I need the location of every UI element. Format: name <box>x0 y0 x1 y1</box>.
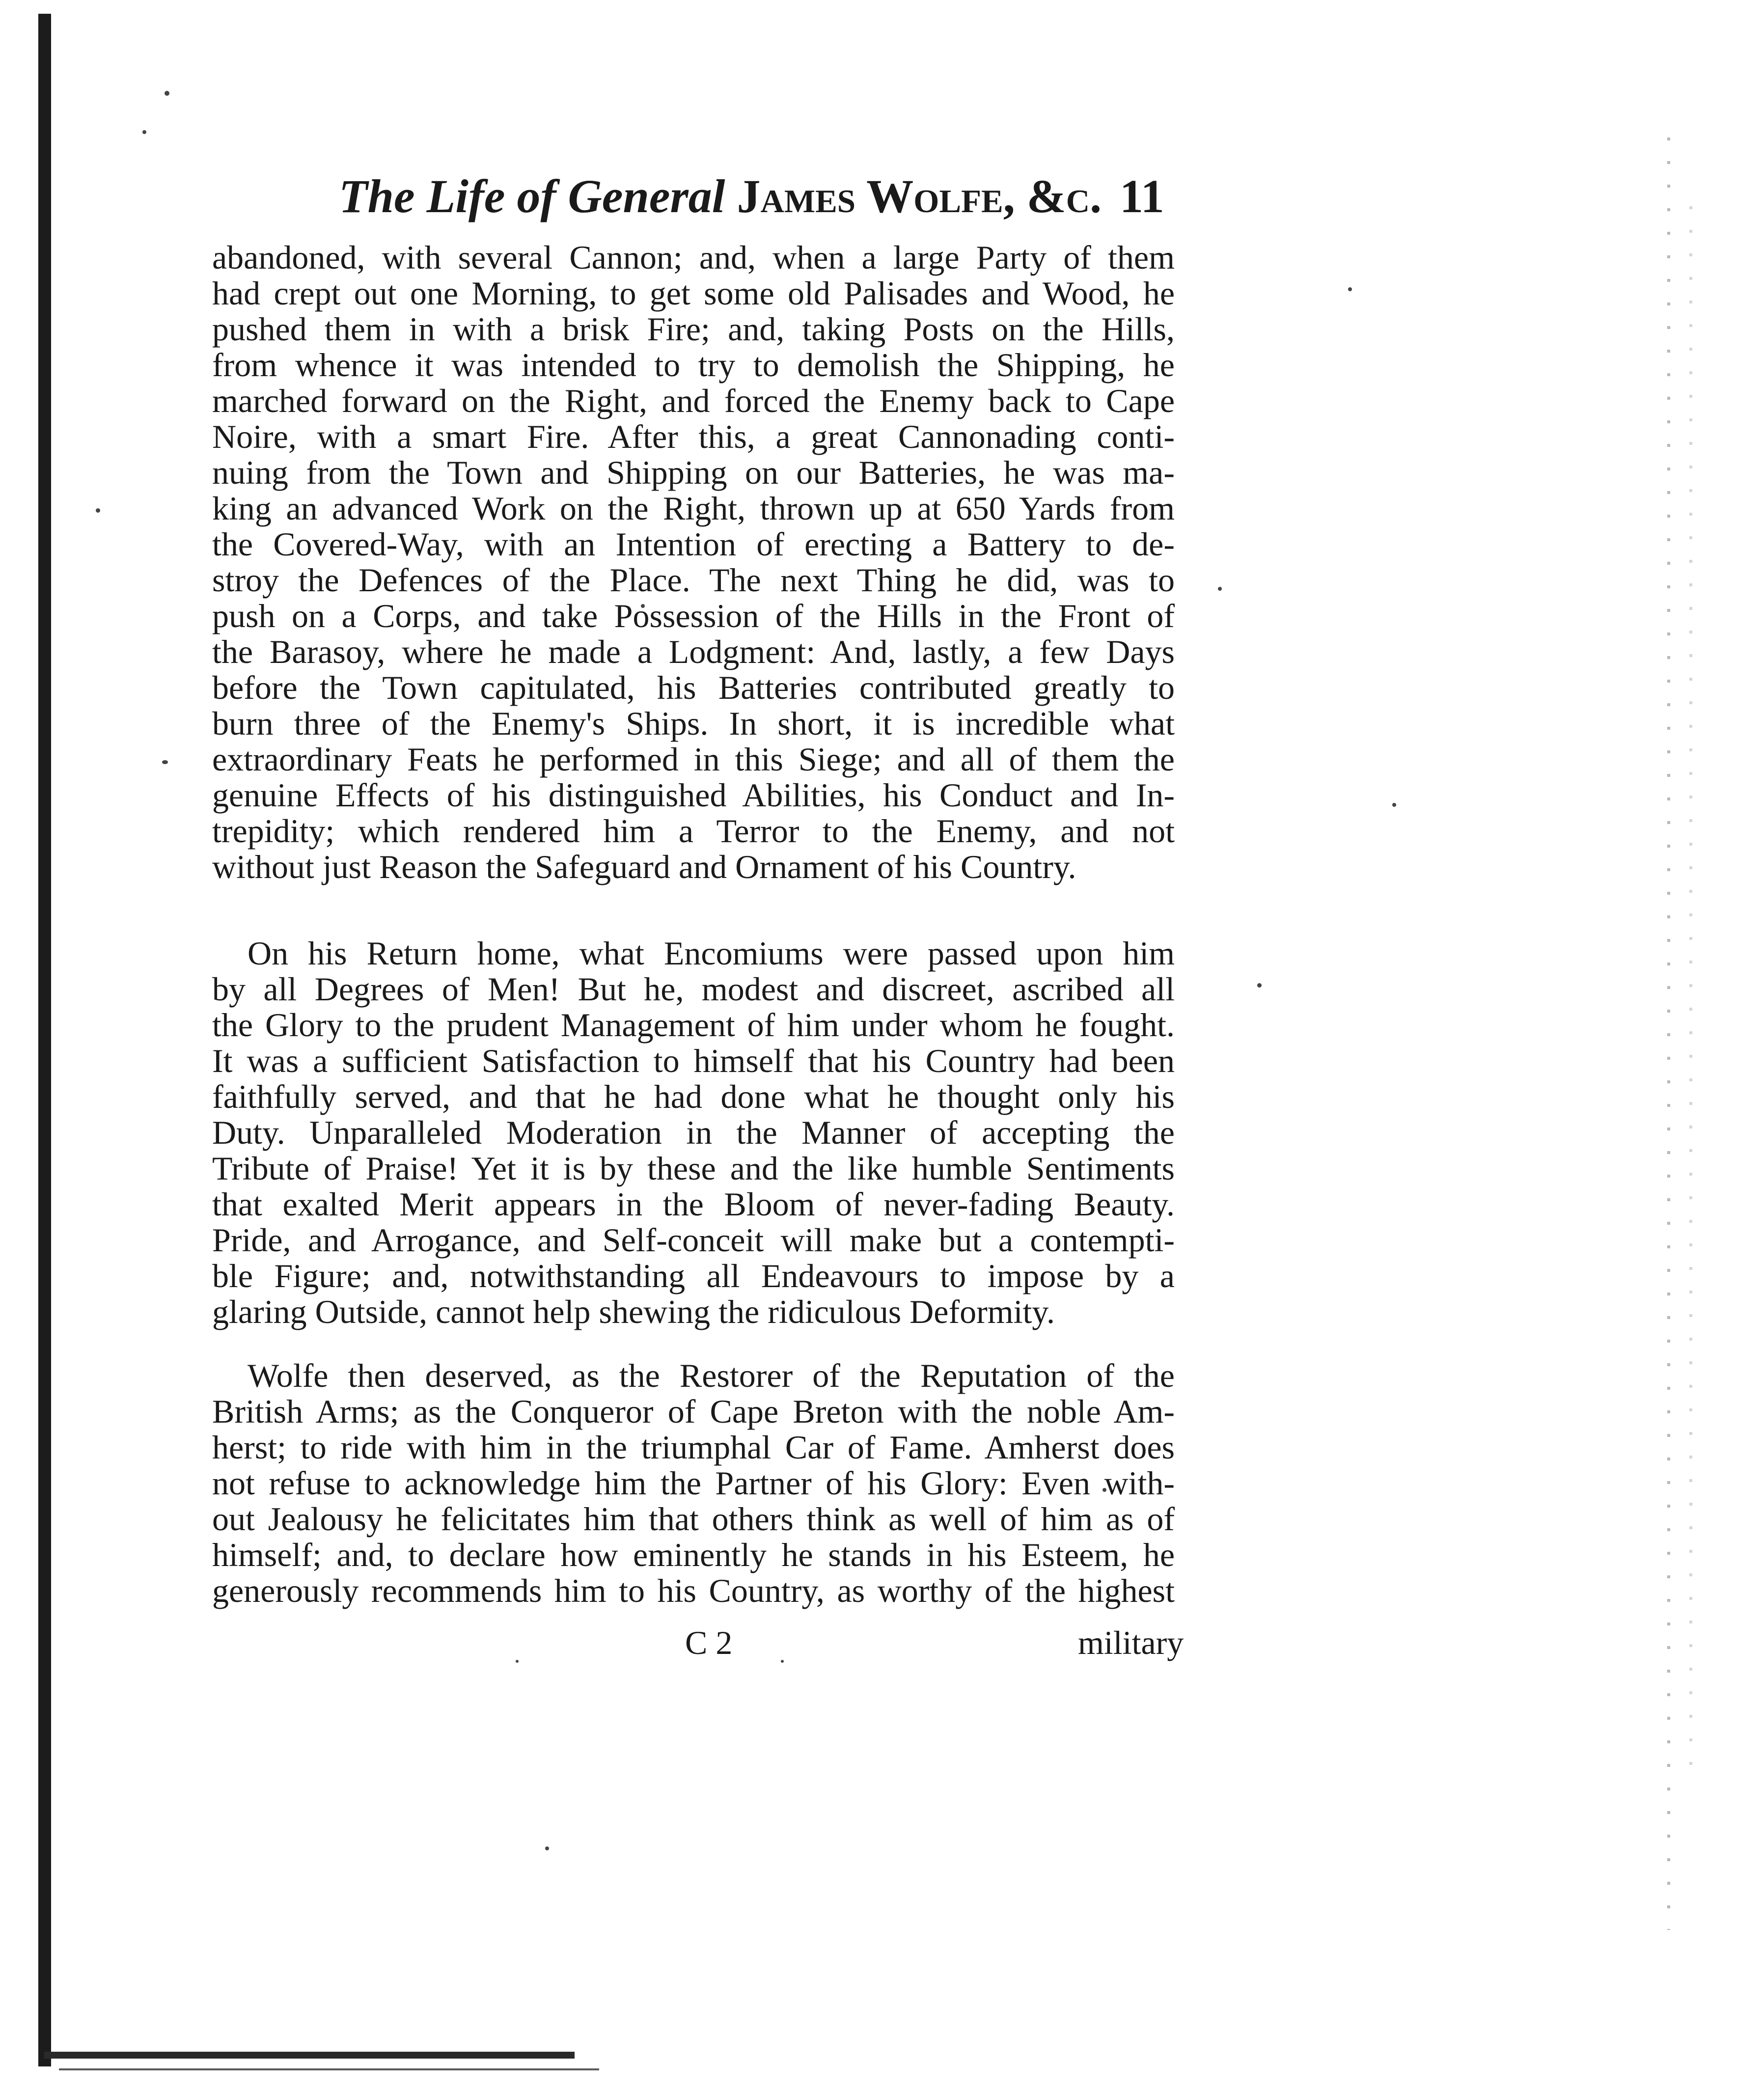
text-line: abandoned, with several Cannon; and, when a large Party of them <box>212 239 1175 276</box>
text-line: genuine Effects of his distinguished Abilities, his Conduct and In- <box>212 776 1175 814</box>
text-line: himself; and, to declare how eminently he stands in his Esteem, he <box>212 1536 1175 1573</box>
header-title-caps: James Wolfe, &c. <box>737 170 1102 222</box>
text-line: Pride, and Arrogance, and Self-conceit will make but a contempti- <box>212 1221 1175 1259</box>
binding-edge-rule <box>38 14 51 2066</box>
bottom-edge-rule-thin <box>59 2068 599 2070</box>
text-line: Duty. Unparalleled Moderation in the Manner of accepting the <box>212 1114 1175 1151</box>
text-line: faithfully served, and that he had done what he thought only his <box>212 1078 1175 1115</box>
text-line: by all Degrees of Men! But he, modest and discreet, ascribed all <box>212 970 1175 1008</box>
text-line: king an advanced Work on the Right, thrown up at 650 Yards from <box>212 490 1175 527</box>
bottom-edge-rule <box>44 2052 575 2059</box>
text-line: Noire, with a smart Fire. After this, a great Cannonading conti- <box>212 418 1175 455</box>
speck <box>545 1846 549 1850</box>
text-line: herst; to ride with him in the triumphal Car of Fame. Amherst does <box>212 1429 1175 1466</box>
text-line: pushed them in with a brisk Fire; and, taking Posts on the Hills, <box>212 310 1175 348</box>
text-line: from whence it was intended to try to demolish the Shipping, he <box>212 346 1175 384</box>
running-header <box>339 169 1174 223</box>
text-line: trepidity; which rendered him a Terror to the Enemy, and not <box>212 812 1175 850</box>
text-line: nuing from the Town and Shipping on our Batteries, he was ma- <box>212 454 1175 491</box>
text-line: push on a Corps, and take Possession of the Hills in the Front of <box>212 597 1175 634</box>
text-line: British Arms; as the Conqueror of Cape Breton with the noble Am- <box>212 1393 1175 1430</box>
text-line: ble Figure; and, notwithstanding all Endeavours to impose by a <box>212 1257 1175 1294</box>
text-line: the Covered-Way, with an Intention of erecting a Battery to de- <box>212 525 1175 563</box>
speck <box>142 130 146 134</box>
page-number: 11 <box>1120 170 1164 222</box>
text-line: not refuse to acknowledge him the Partner of his Glory: Even with- <box>212 1464 1175 1502</box>
right-edge-noise <box>1667 138 1670 1930</box>
signature-mark: C 2 <box>685 1624 733 1661</box>
speck <box>1218 587 1222 591</box>
speck <box>165 91 169 96</box>
text-line: had crept out one Morning, to get some old Palisades and Wood, he <box>212 275 1175 312</box>
text-line: It was a sufficient Satisfaction to himself that his Country had been <box>212 1042 1175 1079</box>
header-title-italic: The Life of General <box>339 170 725 222</box>
speck <box>781 1660 784 1663</box>
speck <box>162 760 168 764</box>
text-line: Tribute of Praise! Yet it is by these and the like humble Sentiments <box>212 1150 1175 1187</box>
text-line: Wolfe then deserved, as the Restorer of the Reputation of the <box>248 1357 1175 1394</box>
text-line: generously recommends him to his Country, as worthy of the highest <box>212 1572 1175 1609</box>
speck <box>1348 287 1352 291</box>
paragraph-1 <box>212 240 1175 885</box>
text-line: without just Reason the Safeguard and Ornament of his Country. <box>212 848 1076 885</box>
speck <box>516 1660 519 1663</box>
text-line: the Glory to the prudent Management of him under whom he fought. <box>212 1006 1175 1044</box>
paragraph-3 <box>212 1358 1175 1609</box>
catchword: military <box>1078 1624 1184 1661</box>
right-edge-noise-2 <box>1689 206 1692 1778</box>
speck <box>1257 983 1262 988</box>
text-line: extraordinary Feats he performed in this Siege; and all of them the <box>212 741 1175 778</box>
speck <box>1392 803 1396 807</box>
text-line: marched forward on the Right, and forced the Enemy back to Cape <box>212 382 1175 419</box>
text-line: stroy the Defences of the Place. The next Thing he did, was to <box>212 561 1175 599</box>
text-line: burn three of the Enemy's Ships. In short, it is incredible what <box>212 705 1175 742</box>
text-line: On his Return home, what Encomiums were passed upon him <box>248 935 1175 972</box>
text-line: before the Town capitulated, his Batteries contributed greatly to <box>212 669 1175 706</box>
text-line: that exalted Merit appears in the Bloom of never-fading Beauty. <box>212 1185 1175 1223</box>
text-line: glaring Outside, cannot help shewing the ridiculous Deformity. <box>212 1293 1055 1330</box>
text-line: the Barasoy, where he made a Lodgment: And, lastly, a few Days <box>212 633 1175 670</box>
speck <box>96 508 100 513</box>
paragraph-2 <box>212 935 1175 1330</box>
text-line: out Jealousy he felicitates him that others think as well of him as of <box>212 1500 1175 1538</box>
